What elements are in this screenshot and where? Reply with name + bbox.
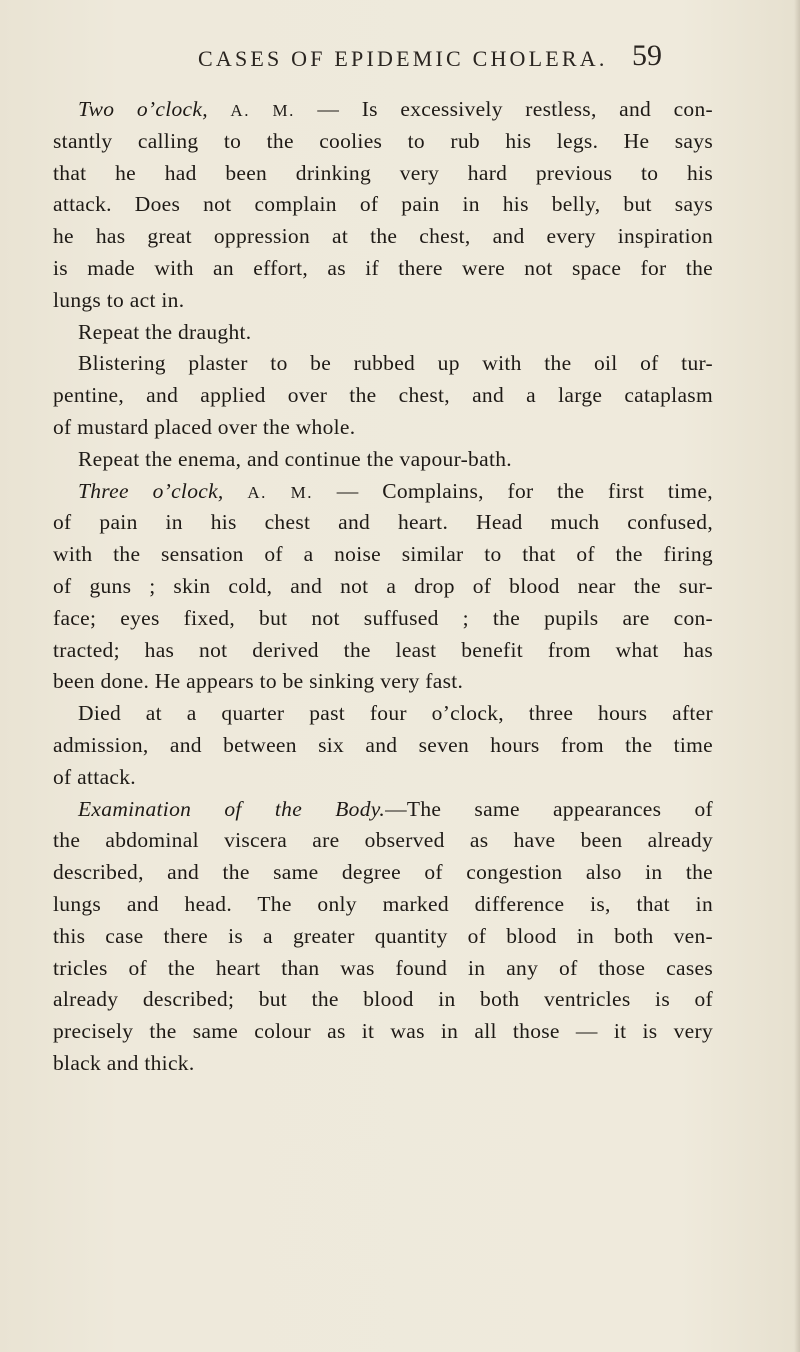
section-heading: Examination of the Body. bbox=[78, 796, 386, 821]
text-line-24: the abdominal viscera are observed as have been already bbox=[53, 828, 713, 853]
text-line-31: black and thick. bbox=[53, 1050, 195, 1075]
text-line-16: of guns ; skin cold, and not a drop of blood near the sur- bbox=[53, 573, 713, 598]
line-text: — Complains, for the first time, bbox=[313, 478, 713, 503]
text-line-8: Repeat the draught. bbox=[78, 319, 252, 344]
text-line-7: lungs to act in. bbox=[53, 287, 185, 312]
page-number: 59 bbox=[632, 39, 662, 72]
text-line-5: he has great oppression at the chest, and every inspiration bbox=[53, 224, 713, 249]
text-line-20: Died at a quarter past four o’clock, three hours after bbox=[78, 701, 713, 726]
text-line-10: pentine, and applied over the chest, and a large cataplasm bbox=[53, 383, 713, 408]
text-line-26: lungs and head. The only marked difference is, that in bbox=[53, 891, 713, 916]
text-line-28: tricles of the heart than was found in any of those cases bbox=[53, 955, 713, 980]
text-line-29: already described; but the blood in both ventricles is of bbox=[53, 987, 713, 1012]
text-line-17: face; eyes fixed, but not suffused ; the pupils are con- bbox=[53, 605, 713, 630]
running-title: CASES OF EPIDEMIC CHOLERA. bbox=[198, 46, 608, 71]
running-head bbox=[0, 39, 800, 86]
text-line-3: that he had been drinking very hard previous to his bbox=[53, 160, 713, 185]
text-line-1 bbox=[53, 94, 713, 126]
time-abbreviation: A. M. bbox=[230, 101, 295, 120]
text-line-23 bbox=[53, 794, 713, 826]
text-line-27: this case there is a greater quantity of blood in both ven- bbox=[53, 923, 713, 948]
text-line-2: stantly calling to the coolies to rub his legs. He says bbox=[53, 128, 713, 153]
text-line-14: of pain in his chest and heart. Head much confused, bbox=[53, 510, 713, 535]
text-line-18: tracted; has not derived the least benefit from what has bbox=[53, 637, 713, 662]
time-heading: Three o’clock, bbox=[78, 478, 224, 503]
time-heading: Two o’clock, bbox=[78, 97, 208, 121]
body-text bbox=[53, 94, 713, 1080]
text-line-12: Repeat the enema, and continue the vapour-bath. bbox=[78, 446, 512, 471]
text-line-30: precisely the same colour as it was in all those — it is very bbox=[53, 1019, 713, 1044]
text-line-9: Blistering plaster to be rubbed up with the oil of tur- bbox=[78, 351, 713, 376]
line-text: —The same appearances of bbox=[385, 796, 713, 821]
text-line-4: attack. Does not complain of pain in his belly, but says bbox=[53, 192, 713, 217]
text-line-21: admission, and between six and seven hours from the time bbox=[53, 732, 713, 757]
line-text: — Is excessively restless, and con- bbox=[294, 97, 713, 121]
text-line-6: is made with an effort, as if there were not space for the bbox=[53, 255, 713, 280]
text-line-11: of mustard placed over the whole. bbox=[53, 414, 356, 439]
text-line-13 bbox=[53, 476, 713, 508]
text-line-15: with the sensation of a noise similar to that of the firing bbox=[53, 542, 713, 567]
page-edge-shadow bbox=[794, 0, 800, 1352]
text-line-19: been done. He appears to be sinking very fast. bbox=[53, 669, 464, 694]
text-line-25: described, and the same degree of congestion also in the bbox=[53, 860, 713, 885]
time-abbreviation: A. M. bbox=[247, 482, 314, 502]
text-line-22: of attack. bbox=[53, 764, 136, 789]
